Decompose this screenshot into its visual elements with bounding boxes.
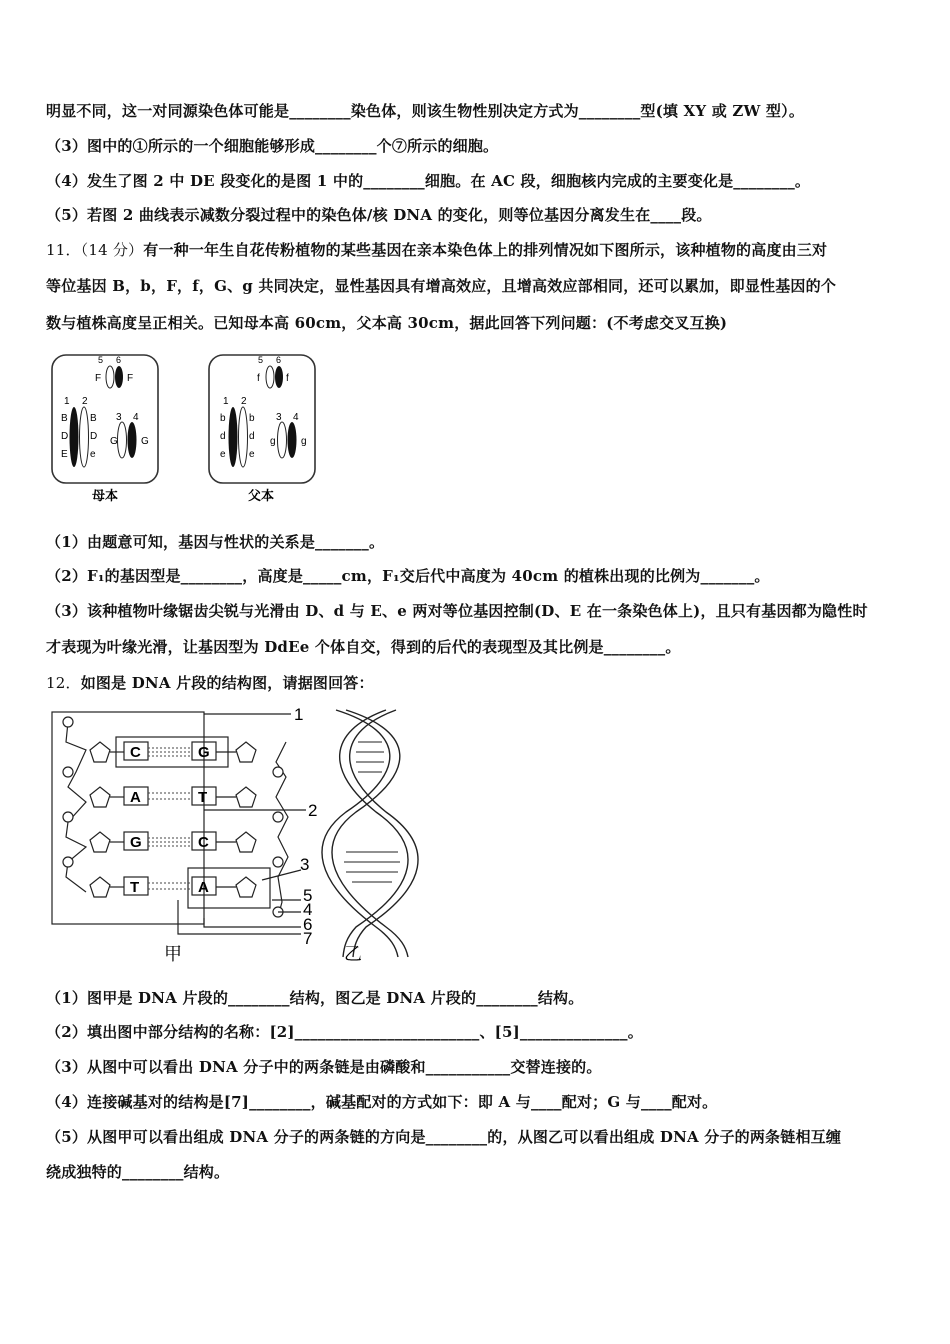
gene-g-2: g [301, 436, 307, 447]
gene-d-1: d [220, 431, 226, 442]
deoxyribose-right-1 [236, 742, 256, 762]
question-12-part-1: （1）图甲是 DNA 片段的________结构，图乙是 DNA 片段的________结构。 [46, 989, 584, 1007]
text-line-1: 明显不同，这一对同源染色体可能是________染色体，则该生物性别决定方式为________型(填 XY 或 ZW 型）。 [46, 102, 805, 120]
mother-cell [52, 355, 158, 503]
text-line-4: （5）若图 2 曲线表示减数分裂过程中的染色体/核 DNA 的变化，则等位基因分离发生在____段。 [46, 206, 712, 224]
chrom-number-6: 6 [276, 355, 282, 365]
question-12-part-3: （3）从图中可以看出 DNA 分子中的两条链是由磷酸和___________交替连接的。 [46, 1058, 602, 1076]
label-7: 7 [303, 929, 313, 948]
gene-B-2: B [90, 413, 97, 424]
chrom-number-1: 1 [64, 396, 70, 407]
yi-label: 乙 [344, 944, 362, 964]
chrom-number-5: 5 [258, 355, 264, 365]
base-left-4: T [130, 879, 140, 896]
label-6: 6 [303, 915, 313, 934]
base-left-1: C [130, 744, 141, 761]
father-cell [209, 355, 315, 503]
text-line-2: （3）图中的①所示的一个细胞能够形成________个⑦所示的细胞。 [46, 137, 499, 155]
question-11-number: 11．（14 分） [46, 241, 144, 259]
question-12-part-4: （4）连接碱基对的结构是[7]________，碱基配对的方式如下：即 A 与____配对；G 与____配对。 [46, 1093, 718, 1111]
deoxyribose-left-3 [90, 832, 110, 852]
father-label: 父本 [248, 488, 275, 503]
gene-f-right: f [286, 373, 289, 384]
chrom-number-2: 2 [82, 396, 88, 407]
chrom-number-3: 3 [116, 412, 122, 423]
label-4: 4 [303, 900, 313, 919]
jia-label: 甲 [164, 944, 182, 964]
label-3: 3 [300, 855, 310, 874]
gene-e-2: e [249, 449, 255, 460]
chrom-number-2: 2 [241, 396, 247, 407]
question-11-part-3b: 才表现为叶缘光滑，让基因型为 DdEe 个体自交，得到的后代的表现型及其比例是________。 [46, 638, 681, 656]
question-11-part-2: （2）F₁的基因型是________，高度是_____cm，F₁交后代中高度为 40cm 的植株出现的比例为_______。 [46, 567, 770, 585]
base-left-2: A [130, 789, 141, 806]
gene-e-2: e [90, 449, 96, 460]
deoxyribose-left-2 [90, 787, 110, 807]
question-11-intro-3: 数与植株高度呈正相关。已知母本高 60cm，父本高 30cm，据此回答下列问题：(不考虑交叉互换) [46, 314, 728, 332]
gene-f-left: f [257, 373, 260, 384]
label-2: 2 [308, 801, 318, 820]
chrom-number-5: 5 [98, 355, 104, 365]
question-11-intro-2: 等位基因 B，b，F，f，G、g 共同决定，显性基因具有增高效应，且增高效应部相同，还可以累加，即显性基因的个 [46, 277, 837, 295]
hydrogen-bonds [148, 748, 192, 889]
base-right-1: G [198, 744, 210, 761]
deoxyribose-left-1 [90, 742, 110, 762]
gene-b-1: b [220, 413, 226, 424]
mother-label: 母本 [92, 488, 119, 503]
question-12-number: 12． [46, 674, 81, 692]
deoxyribose-right-3 [236, 832, 256, 852]
jia-frame [52, 712, 204, 924]
question-12-intro: 12．如图是 DNA 片段的结构图，请据图回答： [46, 674, 374, 692]
base-left-3: G [130, 834, 142, 851]
gene-d-2: d [249, 431, 255, 442]
chrom-number-1: 1 [223, 396, 229, 407]
question-12-part-5b: 绕成独特的________结构。 [46, 1163, 230, 1181]
gene-D-2: D [90, 431, 98, 442]
gene-G-2: G [141, 436, 149, 447]
deoxyribose-left-4 [90, 877, 110, 897]
chrom-number-4: 4 [133, 412, 139, 423]
label-5: 5 [303, 886, 313, 905]
text-line-3: （4）发生了图 2 中 DE 段变化的是图 1 中的________细胞。在 AC 段，细胞核内完成的主要变化是________。 [46, 172, 811, 190]
question-11-part-3a: （3）该种植物叶缘锯齿尖锐与光滑由 D、d 与 E、e 两对等位基因控制(D、E 在一条染色体上)，且只有基因都为隐性时 [46, 602, 868, 620]
dna-figure [46, 702, 426, 972]
question-11-part-1: （1）由题意可知，基因与性状的关系是_______。 [46, 533, 385, 551]
question-11-intro: 11．（14 分）有一种一年生自花传粉植物的某些基因在亲本染色体上的排列情况如下图所示，该种植物的高度由三对 [46, 241, 828, 259]
base-right-2: T [198, 789, 208, 806]
question-12-part-5a: （5）从图甲可以看出组成 DNA 分子的两条链的方向是________的，从图乙可以看出组成 DNA 分子的两条链相互缠 [46, 1128, 842, 1146]
deoxyribose-right-2 [236, 787, 256, 807]
question-12-part-2: （2）填出图中部分结构的名称：[2]________________________、[5]______________。 [46, 1023, 643, 1041]
gene-B-1: B [61, 413, 68, 424]
double-helix [322, 710, 418, 957]
base-right-3: C [198, 834, 209, 851]
gene-b-2: b [249, 413, 255, 424]
chrom-number-4: 4 [293, 412, 299, 423]
gene-e-1: e [220, 449, 226, 460]
label-1: 1 [294, 705, 304, 724]
chrom-number-3: 3 [276, 412, 282, 423]
gene-D-1: D [61, 431, 69, 442]
chrom-number-6: 6 [116, 355, 122, 365]
base-right-4: A [198, 879, 209, 896]
gene-F-right: F [127, 373, 134, 384]
gene-E-1: E [61, 449, 68, 460]
gene-F-left: F [95, 373, 102, 384]
gene-G-1: G [110, 436, 118, 447]
deoxyribose-right-4 [236, 877, 256, 897]
chromosome-figure [46, 350, 326, 510]
gene-g-1: g [270, 436, 276, 447]
